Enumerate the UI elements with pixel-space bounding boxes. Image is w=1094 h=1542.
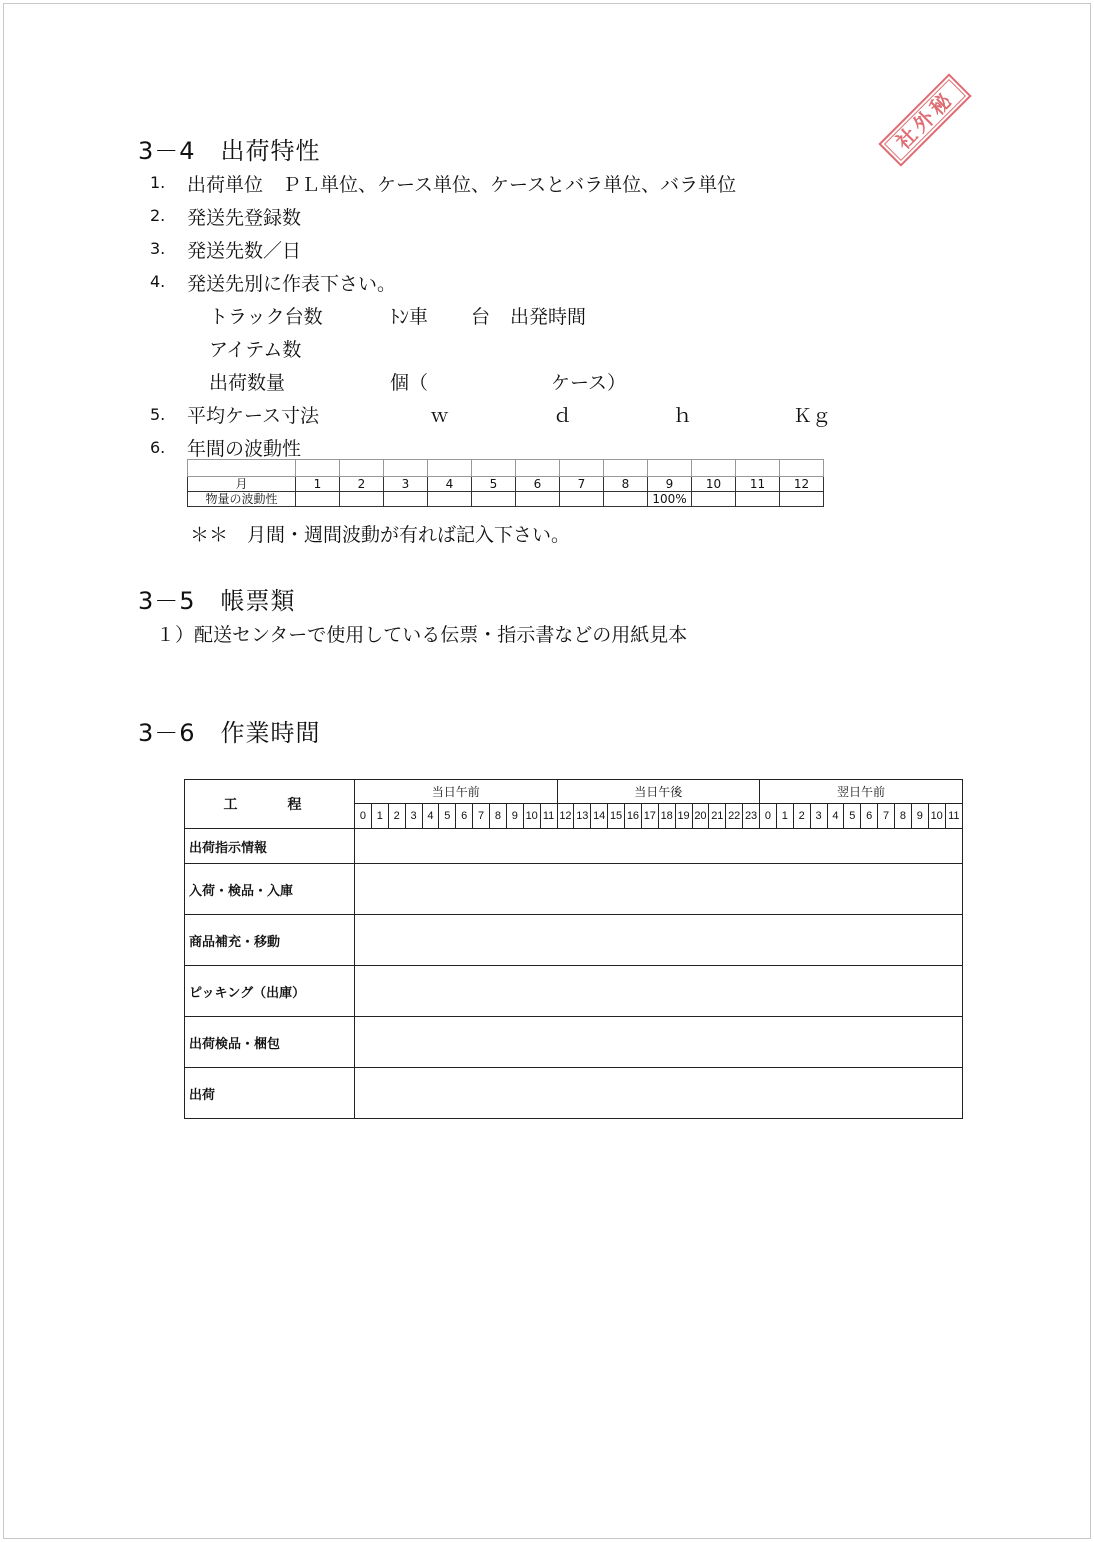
- item-6-number: 6.: [150, 438, 166, 457]
- item-2-text: 発送先登録数: [187, 207, 302, 229]
- hour-cell: 11: [945, 804, 962, 829]
- month-value[interactable]: [604, 492, 648, 507]
- hour-cell: 5: [439, 804, 456, 829]
- process-label: 入荷・検品・入庫: [185, 864, 355, 915]
- document-page: [3, 3, 1091, 1539]
- section-35-item: １）配送センターで使用している伝票・指示書などの用紙見本: [156, 624, 688, 646]
- month-header-label: 月: [188, 477, 296, 492]
- hour-cell: 16: [625, 804, 642, 829]
- month-value[interactable]: [780, 492, 824, 507]
- item-6-text: 年間の波動性: [187, 438, 302, 460]
- item-3-text: 発送先数／日: [187, 240, 302, 262]
- month-value[interactable]: [472, 492, 516, 507]
- item-2-number: 2.: [150, 206, 166, 225]
- month-value[interactable]: 100%: [648, 492, 692, 507]
- month-header: 1: [296, 477, 340, 492]
- hour-cell: 7: [878, 804, 895, 829]
- ship-qty-label: 出荷数量: [209, 372, 286, 394]
- hour-cell: 4: [422, 804, 439, 829]
- month-value[interactable]: [560, 492, 604, 507]
- month-value[interactable]: [736, 492, 780, 507]
- hour-cell: 11: [540, 804, 557, 829]
- month-header: 3: [384, 477, 428, 492]
- dim-width: ｗ: [430, 405, 450, 427]
- item-1-text: 出荷単位 ＰＬ単位、ケース単位、ケースとバラ単位、バラ単位: [187, 174, 737, 196]
- month-value[interactable]: [428, 492, 472, 507]
- hour-cell: 13: [574, 804, 591, 829]
- item-4-text: 発送先別に作表下さい。: [187, 273, 397, 295]
- hour-cell: 1: [776, 804, 793, 829]
- month-value[interactable]: [384, 492, 428, 507]
- hour-cell: 21: [709, 804, 726, 829]
- section-35-title: 3－5 帳票類: [138, 587, 296, 615]
- item-5-number: 5.: [150, 405, 166, 424]
- hour-cell: 22: [726, 804, 743, 829]
- process-time-cell[interactable]: [355, 1068, 963, 1119]
- hour-cell: 20: [692, 804, 709, 829]
- process-time-cell[interactable]: [355, 915, 963, 966]
- truck-ton-unit: ﾄﾝ車: [390, 306, 429, 328]
- departure-time-label: 出発時間: [510, 306, 587, 328]
- hour-cell: 17: [641, 804, 658, 829]
- group-header-pm: 当日午後: [557, 780, 760, 804]
- month-header: 4: [428, 477, 472, 492]
- month-header: 9: [648, 477, 692, 492]
- process-header: 工 程: [185, 780, 355, 829]
- item-1-number: 1.: [150, 173, 166, 192]
- item-4-number: 4.: [150, 272, 166, 291]
- hour-cell: 1: [371, 804, 388, 829]
- hour-cell: 4: [827, 804, 844, 829]
- hour-cell: 3: [810, 804, 827, 829]
- hour-cell: 5: [844, 804, 861, 829]
- fluctuation-note: ＊＊ 月間・週間波動が有れば記入下さい。: [190, 524, 571, 546]
- item-3-number: 3.: [150, 239, 166, 258]
- hour-cell: 19: [675, 804, 692, 829]
- month-header: 5: [472, 477, 516, 492]
- item-5-text: 平均ケース寸法: [187, 405, 320, 427]
- item-count-label: アイテム数: [209, 339, 302, 361]
- hour-cell: 0: [355, 804, 372, 829]
- month-header: 8: [604, 477, 648, 492]
- hour-cell: 6: [456, 804, 473, 829]
- hour-cell: 6: [861, 804, 878, 829]
- month-header: 2: [340, 477, 384, 492]
- work-time-schedule-table: [184, 779, 963, 1119]
- month-header: 10: [692, 477, 736, 492]
- process-label: 商品補充・移動: [185, 915, 355, 966]
- dim-depth: ｄ: [553, 405, 573, 427]
- process-label: 出荷指示情報: [185, 829, 355, 864]
- hour-cell: 10: [523, 804, 540, 829]
- dim-height: ｈ: [673, 405, 693, 427]
- hour-cell: 8: [490, 804, 507, 829]
- process-time-cell[interactable]: [355, 1017, 963, 1068]
- group-header-am: 当日午前: [355, 780, 558, 804]
- month-value[interactable]: [516, 492, 560, 507]
- process-time-cell[interactable]: [355, 829, 963, 864]
- hour-cell: 18: [658, 804, 675, 829]
- hour-cell: 23: [743, 804, 760, 829]
- group-header-next-am: 翌日午前: [760, 780, 963, 804]
- process-time-cell[interactable]: [355, 966, 963, 1017]
- hour-cell: 14: [591, 804, 608, 829]
- hour-cell: 7: [473, 804, 490, 829]
- dim-weight: Ｋｇ: [793, 405, 832, 427]
- confidential-stamp: 社外秘: [878, 73, 971, 166]
- hour-cell: 3: [405, 804, 422, 829]
- ship-qty-unit: 個（: [390, 372, 429, 394]
- hour-cell: 2: [793, 804, 810, 829]
- month-header: 12: [780, 477, 824, 492]
- hour-cell: 15: [608, 804, 625, 829]
- hour-cell: 2: [388, 804, 405, 829]
- monthly-fluctuation-table: [187, 459, 824, 507]
- process-time-cell[interactable]: [355, 864, 963, 915]
- hour-cell: 9: [506, 804, 523, 829]
- process-label: ピッキング（出庫）: [185, 966, 355, 1017]
- section-34-title: 3－4 出荷特性: [138, 137, 321, 165]
- process-label: 出荷検品・梱包: [185, 1017, 355, 1068]
- month-value[interactable]: [692, 492, 736, 507]
- hour-cell: 9: [911, 804, 928, 829]
- volume-fluctuation-label: 物量の波動性: [188, 492, 296, 507]
- hour-cell: 12: [557, 804, 574, 829]
- month-header: 6: [516, 477, 560, 492]
- month-header: 7: [560, 477, 604, 492]
- hour-cell: 10: [928, 804, 945, 829]
- month-header: 11: [736, 477, 780, 492]
- process-label: 出荷: [185, 1068, 355, 1119]
- month-value[interactable]: [340, 492, 384, 507]
- truck-count-unit: 台: [471, 306, 491, 328]
- truck-count-label: トラック台数: [209, 306, 323, 328]
- hour-cell: 8: [895, 804, 912, 829]
- ship-case-unit: ケース）: [551, 372, 627, 394]
- hour-cell: 0: [760, 804, 777, 829]
- section-36-title: 3－6 作業時間: [138, 719, 321, 747]
- month-value[interactable]: [296, 492, 340, 507]
